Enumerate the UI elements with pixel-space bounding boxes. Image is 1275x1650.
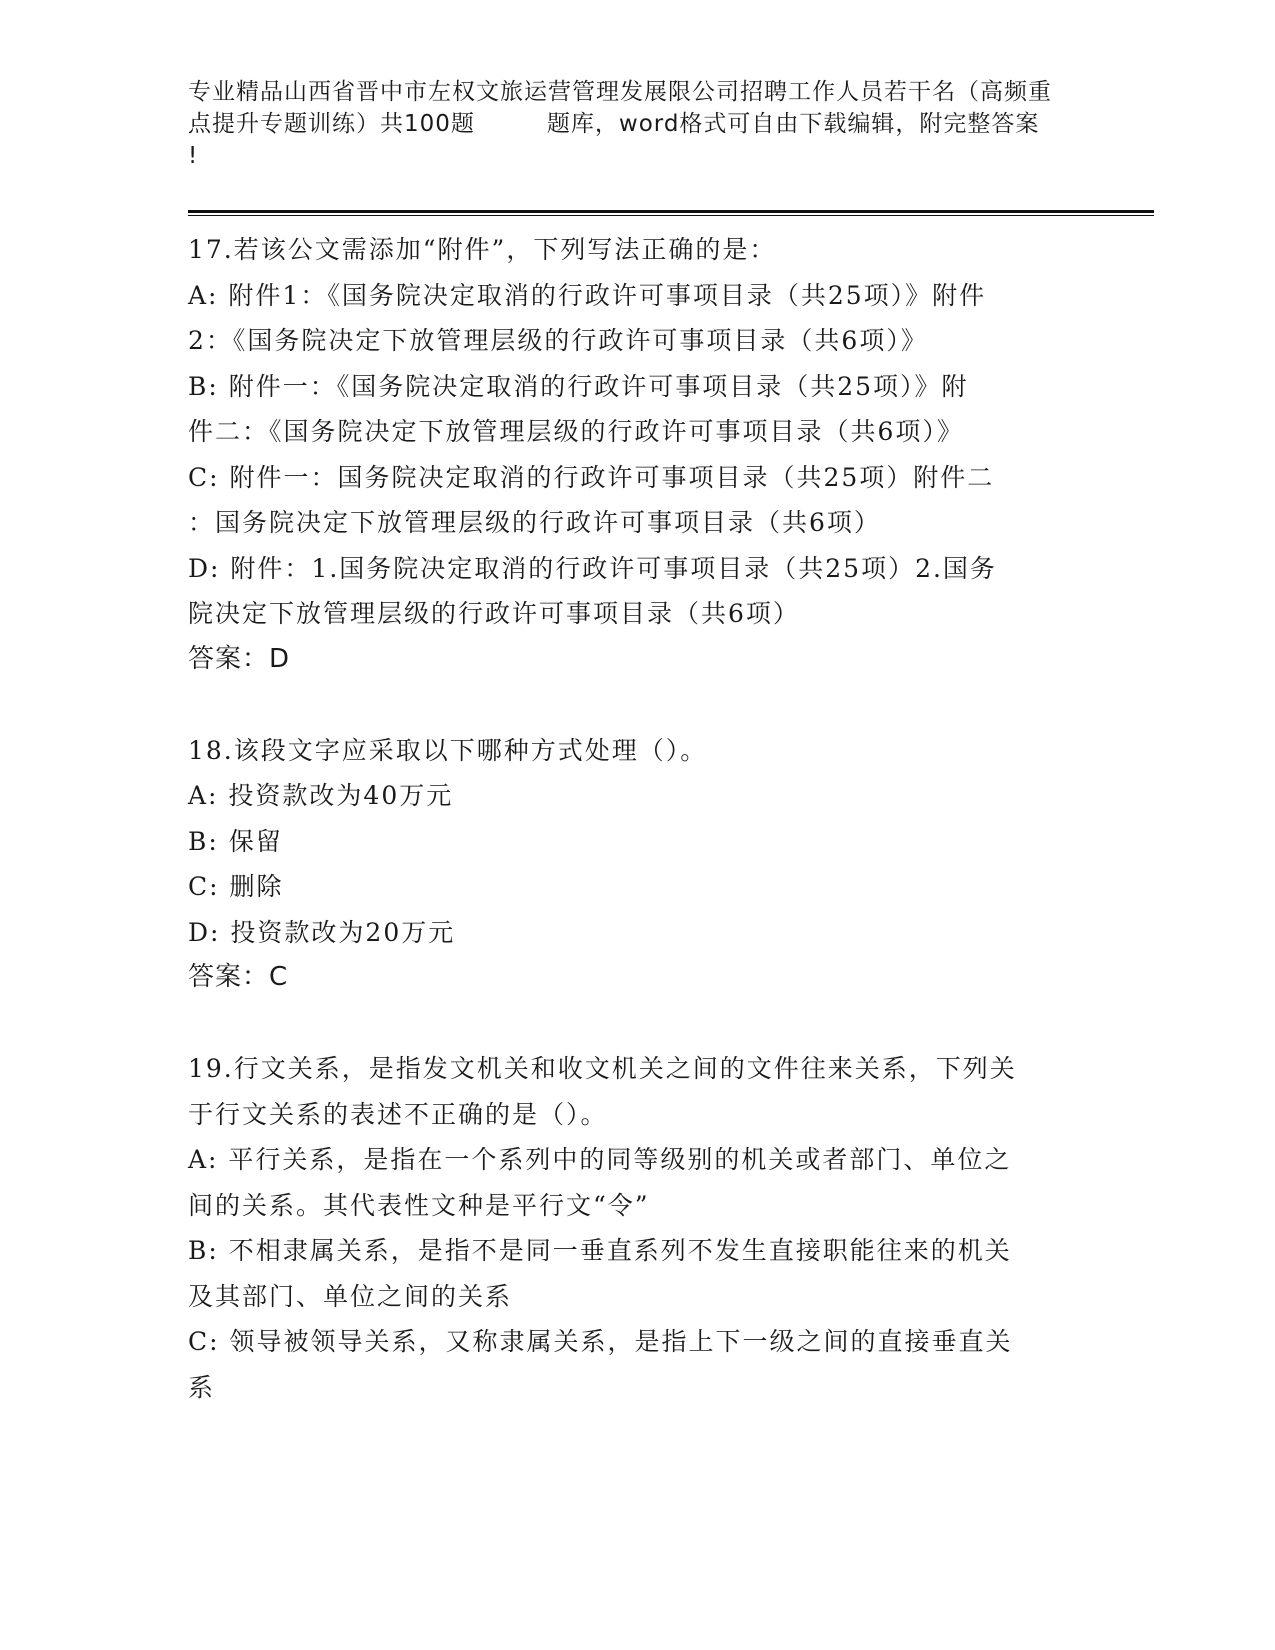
question-stem: 19.行文关系，是指发文机关和收文机关之间的文件往来关系，下列关 bbox=[188, 1054, 1017, 1083]
question-17 bbox=[188, 227, 1088, 682]
option-line: A: 平行关系，是指在一个系列中的同等级别的机关或者部门、单位之 bbox=[188, 1145, 1012, 1174]
option-line: C: 附件一：国务院决定取消的行政许可事项目录（共25项）附件二 bbox=[188, 462, 995, 492]
header-line: ! bbox=[188, 143, 199, 169]
option-line: ：国务院决定下放管理层级的行政许可事项目录（共6项） bbox=[188, 508, 881, 537]
header-line: 点提升专题训练）共100题 题库，word格式可自由下载编辑，附完整答案 bbox=[188, 111, 1040, 137]
question-stem: 17.若该公文需添加“附件”，下列写法正确的是： bbox=[188, 235, 777, 264]
option-line: 间的关系。其代表性文种是平行文“令” bbox=[188, 1190, 650, 1220]
option-line: B: 不相隶属关系，是指不是同一垂直系列不发生直接职能往来的机关 bbox=[188, 1236, 1012, 1265]
option-line: 及其部门、单位之间的关系 bbox=[188, 1281, 513, 1311]
option-line: C: 领导被领导关系，又称隶属关系，是指上下一级之间的直接垂直关 bbox=[188, 1327, 1013, 1356]
question-18 bbox=[188, 728, 1088, 1001]
question-stem: 18.该段文字应采取以下哪种方式处理（）。 bbox=[188, 735, 708, 765]
spacer bbox=[188, 682, 1088, 728]
option-line: B: 保留 bbox=[188, 826, 283, 856]
header-divider-thin bbox=[188, 215, 1154, 216]
option-line: B: 附件一：《国务院决定取消的行政许可事项目录（共25项）》附 bbox=[188, 371, 969, 401]
option-line: D: 附件：1.国务院决定取消的行政许可事项目录（共25项）2.国务 bbox=[188, 553, 997, 583]
question-19 bbox=[188, 1046, 1088, 1410]
option-line: 2：《国务院决定下放管理层级的行政许可事项目录（共6项）》 bbox=[188, 326, 928, 355]
question-list bbox=[188, 227, 1088, 1410]
option-line: C: 删除 bbox=[188, 872, 284, 901]
answer-line: 答案：D bbox=[188, 643, 291, 674]
option-line: D: 投资款改为20万元 bbox=[188, 917, 456, 947]
question-stem: 于行文关系的表述不正确的是（）。 bbox=[188, 1099, 608, 1129]
option-line: 系 bbox=[188, 1372, 216, 1402]
option-line: A: 附件1：《国务院决定取消的行政许可事项目录（共25项）》附件 bbox=[188, 280, 987, 310]
option-line: A: 投资款改为40万元 bbox=[188, 781, 454, 810]
document-header bbox=[188, 76, 1088, 172]
answer-line: 答案：C bbox=[188, 962, 289, 992]
header-line: 专业精品山西省晋中市左权文旅运营管理发展限公司招聘工作人员若干名（高频重 bbox=[188, 79, 1052, 105]
header-divider bbox=[188, 210, 1154, 213]
spacer bbox=[188, 1001, 1088, 1047]
option-line: 件二：《国务院决定下放管理层级的行政许可事项目录（共6项）》 bbox=[188, 417, 964, 446]
option-line: 院决定下放管理层级的行政许可事项目录（共6项） bbox=[188, 599, 800, 628]
